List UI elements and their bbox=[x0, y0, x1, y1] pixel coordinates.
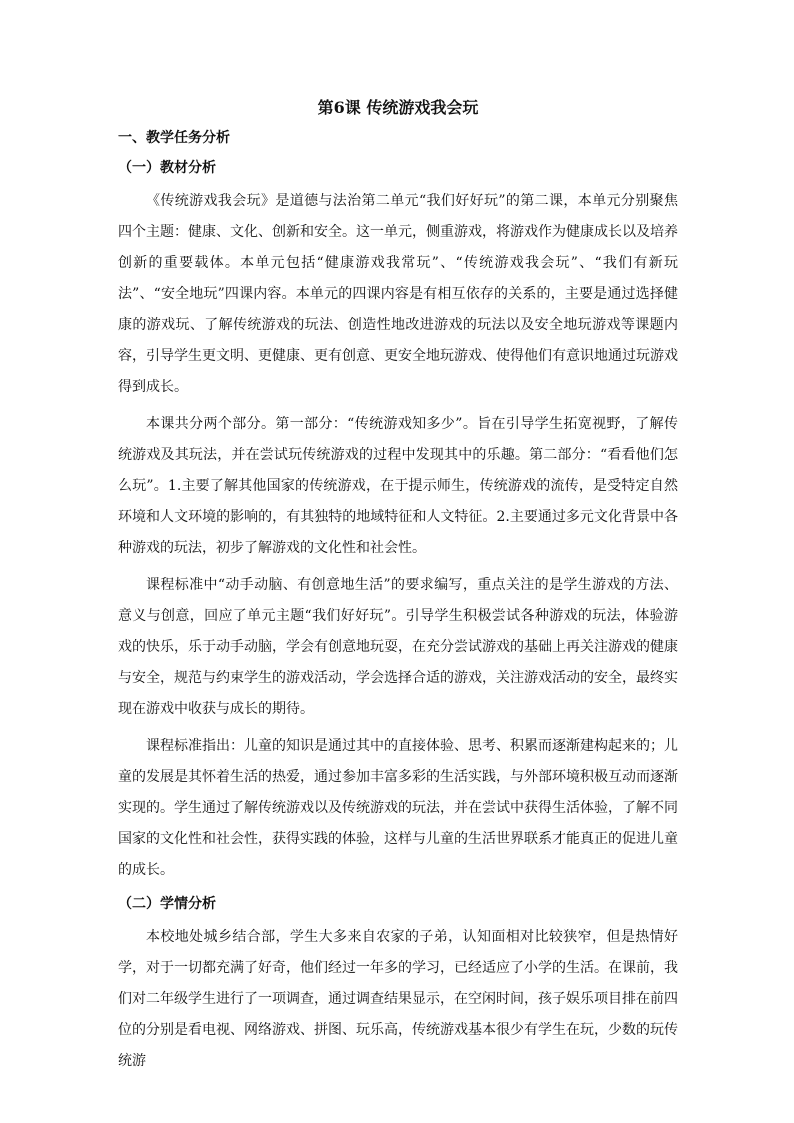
paragraph: 课程标准中“动手动脑、有创意地生活”的要求编写，重点关注的是学生游戏的方法、意义与创意，回应了单元主题“我们好好玩”。引导学生积极尝试各种游戏的玩法，体验游戏的快乐，乐于动手动脑，学会有创意地玩耍，在充分尝试游戏的基础上再关注游戏的健康与安全，规范与约束学生的游戏活动，学会选择合适的游戏，关注游戏活动的安全，最终实现在游戏中收获与成长的期待。 bbox=[118, 577, 678, 717]
document-page bbox=[118, 96, 678, 1083]
page-title: 第6课 传统游戏我会玩 bbox=[317, 98, 479, 117]
subsection-heading-textbook-analysis: （一）教材分析 bbox=[118, 160, 216, 176]
paragraph: 《传统游戏我会玩》是道德与法治第二单元“我们好好玩”的第二课，本单元分别聚焦四个主题：健康、文化、创新和安全。这一单元，侧重游戏，将游戏作为健康成长以及培养创新的重要载体。本单元包括“健康游戏我常玩”、“传统游戏我会玩”、“我们有新玩法”、“安全地玩”四课内容。本单元的四课内容是有相互依存的关系的，主要是通过选择健康的游戏玩、了解传统游戏的玩法、创造性地改进游戏的玩法以及安全地玩游戏等课题内容，引导学生更文明、更健康、更有创意、更安全地玩游戏、使得他们有意识地通过玩游戏得到成长。 bbox=[118, 193, 678, 395]
paragraph: 本课共分两个部分。第一部分：“传统游戏知多少”。旨在引导学生拓宽视野，了解传统游戏及其玩法，并在尝试玩传统游戏的过程中发现其中的乐趣。第二部分：“看看他们怎么玩”。1.主要了解其他国家的传统游戏，在于提示师生，传统游戏的流传，是受特定自然环境和人文环境的影响的，有其独特的地域特征和人文特征。2.主要通过多元文化背景中各种游戏的玩法，初步了解游戏的文化性和社会性。 bbox=[118, 416, 678, 556]
subsection-heading-learner-analysis: （二）学情分析 bbox=[118, 896, 216, 912]
paragraph: 课程标准指出：儿童的知识是通过其中的直接体验、思考、积累而逐渐建构起来的；儿童的发展是其怀着生活的热爱，通过参加丰富多彩的生活实践，与外部环境积极互动而逐渐实现的。学生通过了解传统游戏以及传统游戏的玩法，并在尝试中获得生活体验，了解不同国家的文化性和社会性，获得实践的体验，这样与儿童的生活世界联系才能真正的促进儿童的成长。 bbox=[118, 738, 678, 878]
section-heading-teaching-task-analysis: 一、教学任务分析 bbox=[118, 130, 230, 146]
paragraph: 本校地处城乡结合部，学生大多来自农家的子弟，认知面相对比较狭窄，但是热情好学，对于一切都充满了好奇，他们经过一年多的学习，已经适应了小学的生活。在课前，我们对二年级学生进行了一项调查，通过调查结果显示，在空闲时间，孩子娱乐项目排在前四位的分别是看电视、网络游戏、拼图、玩乐高，传统游戏基本很少有学生在玩，少数的玩传统游 bbox=[118, 929, 678, 1069]
